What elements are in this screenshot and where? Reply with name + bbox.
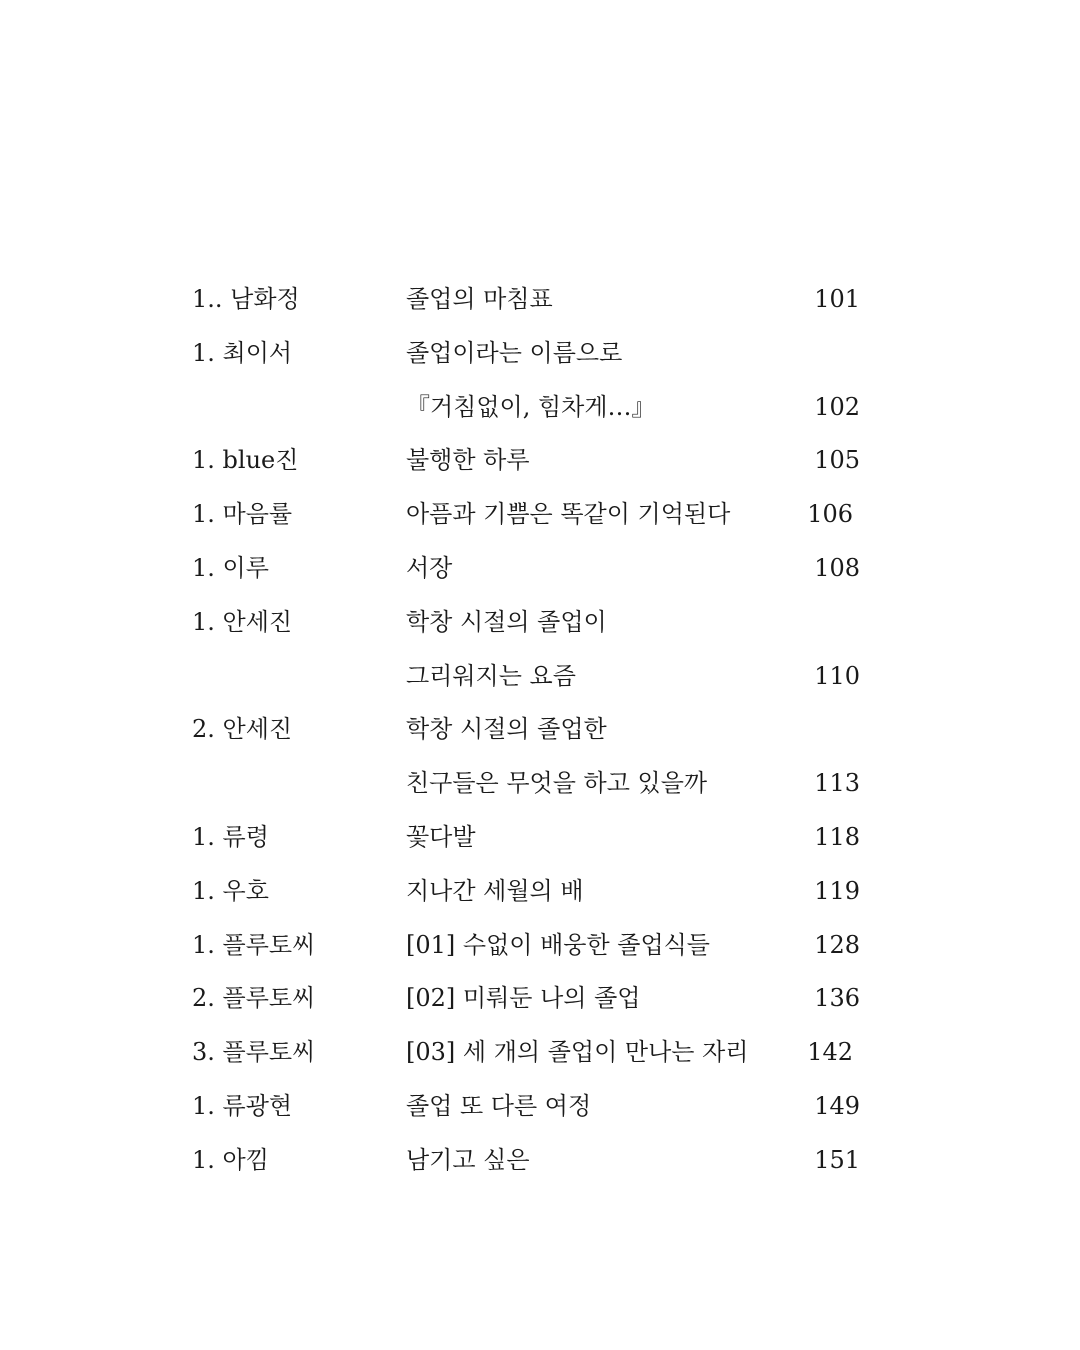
toc-title: 친구들은 무엇을 하고 있을까 [406, 769, 708, 798]
toc-row [192, 650, 872, 704]
toc-author: 1. 이루 [192, 553, 269, 582]
toc-row [192, 703, 872, 757]
toc-page-number: 119 [814, 876, 860, 905]
toc-row [192, 919, 872, 973]
toc-title: 졸업의 마침표 [406, 285, 553, 313]
toc-page-number: 110 [814, 661, 860, 690]
toc-row [192, 1134, 872, 1188]
toc-page-number: 113 [814, 769, 860, 798]
toc-title: [01] 수없이 배웅한 졸업식들 [406, 930, 710, 959]
toc-row [192, 596, 872, 650]
toc-row [192, 273, 872, 327]
toc-author: 1. 류령 [192, 822, 269, 851]
toc-author: 3. 플루토씨 [192, 1038, 316, 1067]
toc-row [192, 381, 872, 435]
toc-row [192, 757, 872, 811]
toc-author: 1. 아낌 [192, 1145, 269, 1174]
toc-title: 『거침없이, 힘차게…』 [406, 392, 656, 421]
toc-title: 그리워지는 요즘 [406, 661, 576, 690]
toc-page-number: 101 [814, 285, 860, 313]
toc-title: 학창 시절의 졸업한 [406, 715, 607, 744]
toc-page-number: 149 [814, 1091, 860, 1120]
toc-row [192, 865, 872, 919]
toc-page-number: 105 [814, 446, 860, 475]
toc-page-number: 106 [807, 500, 853, 529]
toc-author: 1. blue진 [192, 446, 299, 475]
toc-row [192, 488, 872, 542]
toc-page-number: 128 [814, 930, 860, 959]
toc-title: 남기고 싶은 [406, 1145, 530, 1174]
toc-author: 2. 플루토씨 [192, 984, 316, 1013]
toc-page-number: 136 [814, 984, 860, 1013]
toc-row [192, 327, 872, 381]
toc-row [192, 542, 872, 596]
toc-page-number: 102 [814, 392, 860, 421]
toc-title: [02] 미뤄둔 나의 졸업 [406, 984, 641, 1013]
toc-author: 1.. 남화정 [192, 285, 300, 313]
toc-title: 졸업이라는 이름으로 [406, 338, 623, 367]
toc-page-number: 108 [814, 553, 860, 582]
toc-author: 1. 최이서 [192, 338, 293, 367]
table-of-contents [192, 273, 872, 1188]
toc-title: 아픔과 기쁨은 똑같이 기억된다 [406, 500, 731, 529]
toc-title: 꽃다발 [406, 822, 476, 851]
toc-row [192, 1026, 872, 1080]
toc-title: 불행한 하루 [406, 446, 530, 475]
toc-title: 학창 시절의 졸업이 [406, 607, 607, 636]
toc-row [192, 434, 872, 488]
toc-author: 1. 플루토씨 [192, 930, 316, 959]
toc-title: 서장 [406, 553, 453, 582]
toc-author: 1. 안세진 [192, 607, 293, 636]
toc-row [192, 811, 872, 865]
toc-row [192, 1080, 872, 1134]
toc-author: 1. 우호 [192, 876, 269, 905]
toc-title: 지나간 세월의 배 [406, 876, 584, 905]
toc-title: [03] 세 개의 졸업이 만나는 자리 [406, 1038, 749, 1067]
toc-title: 졸업 또 다른 여정 [406, 1091, 592, 1120]
toc-author: 1. 마음률 [192, 500, 293, 529]
toc-page-number: 118 [814, 822, 860, 851]
toc-page-number: 151 [814, 1145, 860, 1174]
toc-author: 1. 류광현 [192, 1091, 293, 1120]
toc-row [192, 972, 872, 1026]
toc-author: 2. 안세진 [192, 715, 293, 744]
toc-page-number: 142 [807, 1038, 853, 1067]
